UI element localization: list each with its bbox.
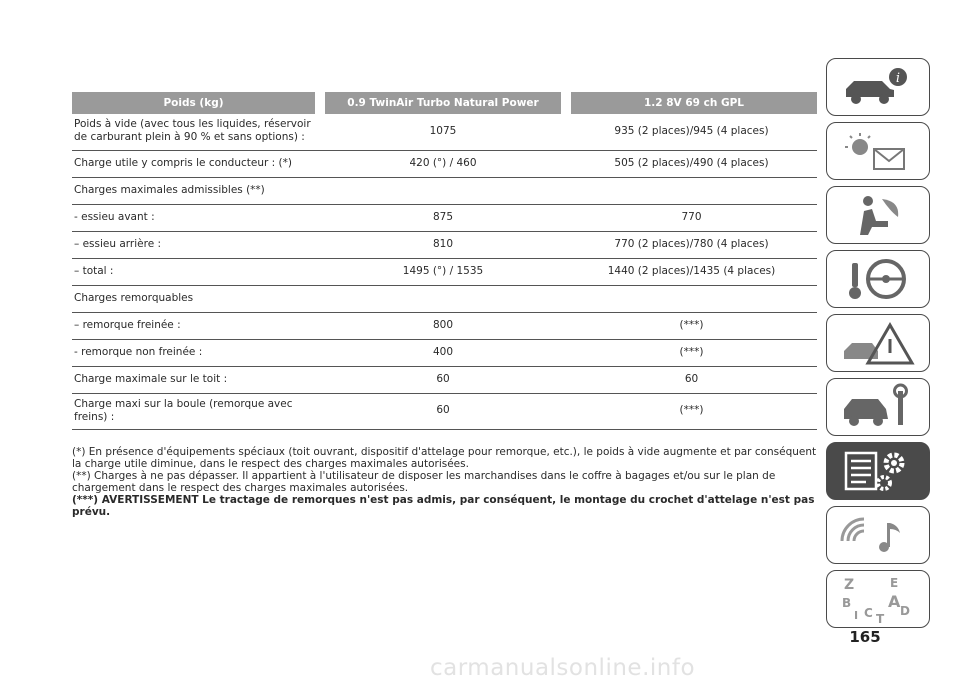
footnote-max-loads: (**) Charges à ne pas dépasser. Il appartient à l'utilisateur de disposer les marchandises dans le coffre à bagages et/ou sur le plan de chargement dans le respect des charges maximales autorisées. xyxy=(72,470,776,494)
table-row xyxy=(72,312,817,339)
value-gpl: (***) xyxy=(566,393,817,429)
value-twinair: 1075 xyxy=(429,124,457,137)
value-twinair: 1495 (°) / 1535 xyxy=(320,258,566,285)
footnotes xyxy=(72,446,818,518)
tab-emergency[interactable] xyxy=(826,314,930,372)
car-maintenance-icon xyxy=(838,383,918,431)
index-letter: C xyxy=(864,606,873,620)
value-gpl: 770 xyxy=(566,204,817,231)
technical-data-icon xyxy=(838,447,918,495)
tab-dashboard-warnings[interactable] xyxy=(826,122,930,180)
tab-multimedia[interactable] xyxy=(826,506,930,564)
index-letter: E xyxy=(890,576,899,590)
chapter-sidebar xyxy=(826,58,930,634)
value-twinair: 400 xyxy=(320,339,566,366)
index-letter: A xyxy=(888,592,901,611)
alphabetical-index-icon xyxy=(838,575,918,623)
tab-technical-data[interactable] xyxy=(826,442,930,500)
value-gpl: (***) xyxy=(566,312,817,339)
row-label: Charge utile y compris le conducteur : (*) xyxy=(72,150,320,177)
car-info-icon xyxy=(838,63,918,111)
multimedia-icon xyxy=(838,511,918,559)
row-label: - essieu avant : xyxy=(72,204,320,231)
header-engine-twinair: 0.9 TwinAir Turbo Natural Power xyxy=(320,92,566,114)
header-engine-gpl: 1.2 8V 69 ch GPL xyxy=(566,92,817,114)
value-gpl xyxy=(566,285,817,312)
value-gpl: 60 xyxy=(566,366,817,393)
row-label: Poids à vide (avec tous les liquides, réservoir de carburant plein à 90 % et sans options) : xyxy=(74,118,311,144)
value-twinair xyxy=(320,177,566,204)
value-twinair: 810 xyxy=(320,231,566,258)
row-label: - remorque non freinée : xyxy=(72,339,320,366)
road-emergency-icon xyxy=(838,319,918,367)
value-twinair: 60 xyxy=(320,366,566,393)
footnote-payload: (*) En présence d'équipements spéciaux (toit ouvrant, dispositif d'attelage pour remorque, etc.), le poids à vide augmente et par conséquent la charge utile diminue, dans le respect des charges maximales autorisées. xyxy=(72,446,817,470)
specifications-table xyxy=(72,92,817,430)
value-twinair: 420 (°) / 460 xyxy=(320,150,566,177)
table-row xyxy=(72,366,817,393)
index-letter: D xyxy=(900,604,910,618)
value-gpl: 1440 (2 places)/1435 (4 places) xyxy=(566,258,817,285)
header-weight: Poids (kg) xyxy=(72,92,320,114)
row-label: Charges maximales admissibles (**) xyxy=(72,177,320,204)
warning-light-message-icon xyxy=(838,127,918,175)
value-gpl: 935 (2 places)/945 (4 places) xyxy=(614,124,769,137)
value-twinair: 800 xyxy=(320,312,566,339)
tab-car-info[interactable] xyxy=(826,58,930,116)
towing-warning: (***) AVERTISSEMENT Le tractage de remorques n'est pas admis, par conséquent, le montage du crochet d'attelage n'est pas prévu. xyxy=(72,494,815,518)
table-row xyxy=(72,114,817,150)
row-label: Charges remorquables xyxy=(72,285,320,312)
table-row xyxy=(72,339,817,366)
index-letter: Z xyxy=(844,577,855,593)
row-label: – total : xyxy=(72,258,320,285)
value-twinair: 60 xyxy=(320,393,566,429)
table-row xyxy=(72,150,817,177)
watermark: carmanualsonline.info xyxy=(430,655,696,681)
tab-starting-driving[interactable] xyxy=(826,250,930,308)
value-twinair: 875 xyxy=(320,204,566,231)
page-number: 165 xyxy=(849,628,881,646)
svg-text:i: i xyxy=(895,71,901,86)
table-row xyxy=(72,231,817,258)
table-row xyxy=(72,258,817,285)
tab-index[interactable] xyxy=(826,570,930,628)
row-label: Charge maxi sur la boule (remorque avec freins) : xyxy=(72,393,320,429)
value-gpl: 770 (2 places)/780 (4 places) xyxy=(566,231,817,258)
tab-maintenance[interactable] xyxy=(826,378,930,436)
value-gpl: 505 (2 places)/490 (4 places) xyxy=(566,150,817,177)
row-label: – remorque freinée : xyxy=(72,312,320,339)
value-twinair xyxy=(320,285,566,312)
seat-airbag-icon xyxy=(838,191,918,239)
tab-safety[interactable] xyxy=(826,186,930,244)
index-letter: B xyxy=(842,596,852,610)
row-label: Charge maximale sur le toit : xyxy=(72,366,320,393)
key-steering-wheel-icon xyxy=(838,255,918,303)
index-letter: T xyxy=(876,612,885,623)
table-row xyxy=(72,177,817,204)
table-row xyxy=(72,285,817,312)
table-row xyxy=(72,204,817,231)
index-letter: I xyxy=(854,609,859,622)
row-label: – essieu arrière : xyxy=(72,231,320,258)
table-row xyxy=(72,393,817,429)
value-gpl xyxy=(566,177,817,204)
value-gpl: (***) xyxy=(566,339,817,366)
table-header-row xyxy=(72,92,817,114)
